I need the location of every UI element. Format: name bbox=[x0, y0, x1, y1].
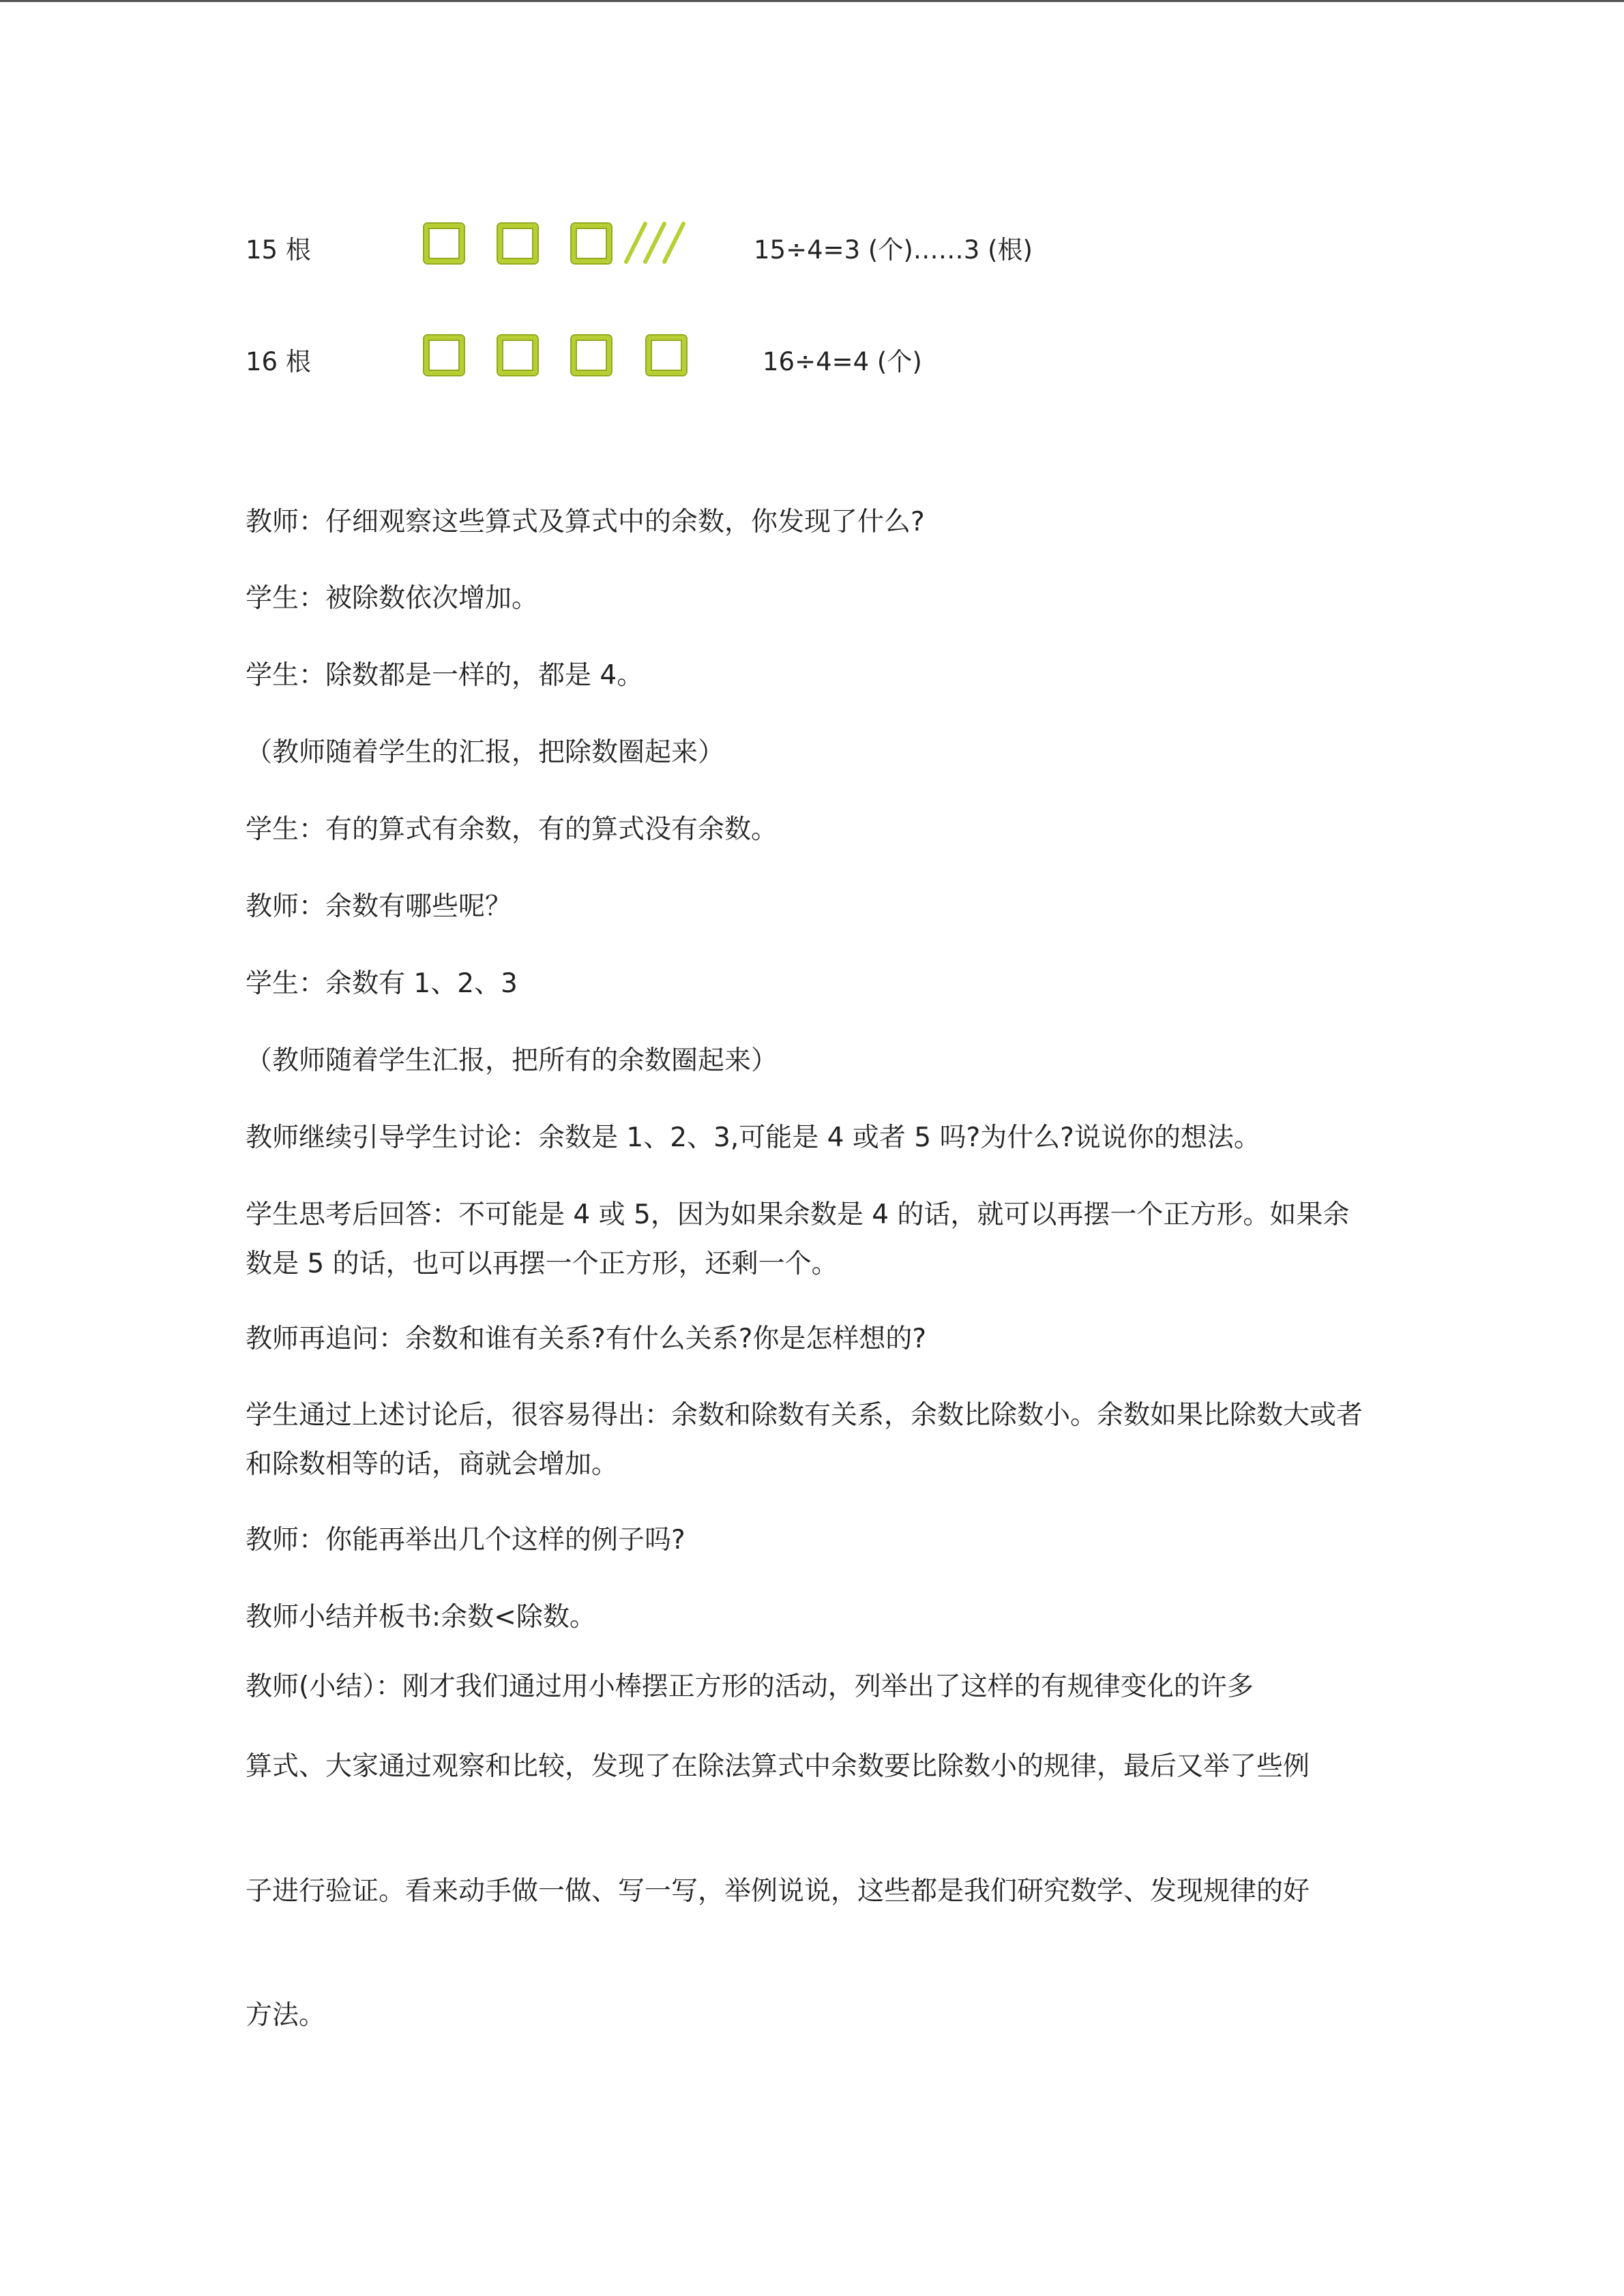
summary-line: 方法。 bbox=[246, 2000, 326, 2031]
stick-square bbox=[572, 336, 611, 375]
row-label: 16 根 bbox=[246, 347, 311, 376]
dialogue-line: 学生：被除数依次增加。 bbox=[246, 583, 539, 614]
dialogue-line: 教师继续引导学生讨论：余数是 1、2、3,可能是 4 或者 5 吗?为什么?说说你的想法。 bbox=[246, 1122, 1260, 1153]
stick-square bbox=[647, 336, 686, 375]
stick-square bbox=[498, 336, 537, 375]
dialogue-line: 教师小结并板书:余数<除数。 bbox=[246, 1602, 596, 1632]
summary-line: 算式、大家通过观察和比较，发现了在除法算式中余数要比除数小的规律，最后又举了些例 bbox=[246, 1751, 1310, 1782]
dialogue-line: 教师：你能再举出几个这样的例子吗? bbox=[246, 1525, 685, 1555]
loose-sticks bbox=[622, 218, 704, 266]
summary-line: 子进行验证。看来动手做一做、写一写，举例说说，这些都是我们研究数学、发现规律的好 bbox=[246, 1876, 1310, 1907]
dialogue-line: （教师随着学生的汇报，把除数圈起来） bbox=[246, 737, 725, 768]
dialogue-line: 学生：有的算式有余数，有的算式没有余数。 bbox=[246, 814, 778, 845]
dialogue-line: 学生：余数有 1、2、3 bbox=[246, 968, 518, 999]
row-label: 15 根 bbox=[246, 235, 311, 265]
stick-square bbox=[424, 336, 464, 375]
dialogue-line: 教师：余数有哪些呢？ bbox=[246, 891, 512, 922]
dialogue-line: 学生：除数都是一样的，都是 4。 bbox=[246, 660, 644, 691]
stick-square bbox=[572, 224, 611, 263]
stick-square bbox=[424, 224, 464, 263]
stick-squares-diagram bbox=[424, 329, 765, 390]
dialogue-line: 学生思考后回答：不可能是 4 或 5，因为如果余数是 4 的话，就可以再摆一个正方形。如果余数是 5 的话，也可以再摆一个正方形，还剩一个。 bbox=[246, 1199, 1350, 1279]
division-equation: 15÷4=3 (个)……3 (根) bbox=[754, 235, 1033, 265]
dialogue-line: 学生通过上述讨论后，很容易得出：余数和除数有关系，余数比除数小。余数如果比除数大或者和除数相等的话，商就会增加。 bbox=[246, 1400, 1363, 1480]
division-equation: 16÷4=4 (个) bbox=[763, 347, 922, 376]
dialogue-line: 教师：仔细观察这些算式及算式中的余数，你发现了什么? bbox=[246, 507, 925, 537]
page-top-border bbox=[0, 0, 1624, 2]
stick-row-15 bbox=[0, 217, 1624, 278]
stick-squares-diagram bbox=[424, 217, 765, 278]
dialogue-line: 教师再追问：余数和谁有关系?有什么关系?你是怎样想的? bbox=[246, 1324, 927, 1354]
dialogue-line: （教师随着学生汇报，把所有的余数圈起来） bbox=[246, 1045, 778, 1076]
stick-row-16 bbox=[0, 329, 1624, 390]
summary-line: 教师(小结）：刚才我们通过用小棒摆正方形的活动，列举出了这样的有规律变化的许多 bbox=[246, 1671, 1254, 1702]
stick-square bbox=[498, 224, 537, 263]
